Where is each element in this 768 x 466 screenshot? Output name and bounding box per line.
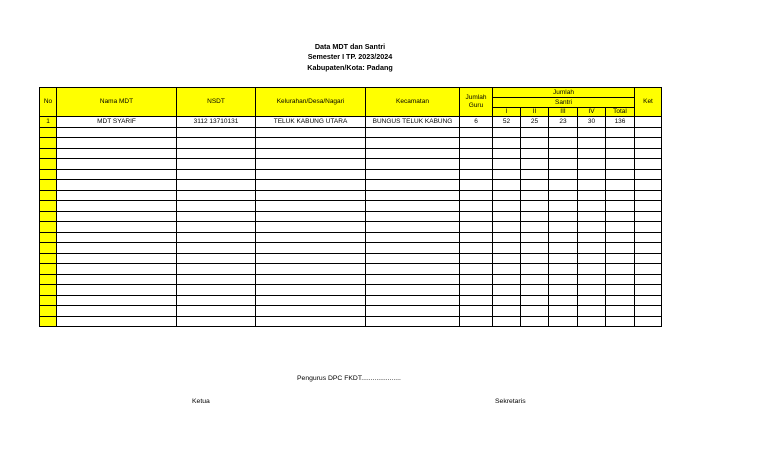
header-iv: IV <box>578 108 606 117</box>
empty-cell <box>460 232 493 243</box>
empty-cell <box>57 232 177 243</box>
empty-cell <box>521 169 549 180</box>
empty-cell <box>521 316 549 327</box>
empty-cell <box>256 211 366 222</box>
empty-cell <box>493 243 521 254</box>
empty-table-row <box>40 306 662 317</box>
header-i: I <box>493 108 521 117</box>
empty-cell <box>57 190 177 201</box>
empty-cell <box>177 211 256 222</box>
empty-cell <box>578 285 606 296</box>
empty-cell <box>57 127 177 138</box>
empty-cell <box>635 127 662 138</box>
empty-cell <box>493 274 521 285</box>
empty-cell <box>40 285 57 296</box>
empty-cell <box>366 253 460 264</box>
empty-cell <box>366 222 460 233</box>
empty-table-row <box>40 159 662 170</box>
empty-table-row <box>40 180 662 191</box>
empty-cell <box>549 190 578 201</box>
empty-cell <box>578 316 606 327</box>
empty-table-row <box>40 169 662 180</box>
header-no: No <box>40 88 57 117</box>
empty-cell <box>256 253 366 264</box>
header-nama-mdt: Nama MDT <box>57 88 177 117</box>
empty-cell <box>549 180 578 191</box>
cell-kelurahan: TELUK KABUNG UTARA <box>256 117 366 128</box>
empty-cell <box>57 295 177 306</box>
empty-cell <box>493 180 521 191</box>
empty-cell <box>521 295 549 306</box>
empty-cell <box>177 127 256 138</box>
empty-cell <box>606 285 635 296</box>
empty-cell <box>40 295 57 306</box>
empty-cell <box>460 180 493 191</box>
empty-cell <box>256 159 366 170</box>
empty-cell <box>366 211 460 222</box>
empty-cell <box>635 222 662 233</box>
empty-cell <box>256 190 366 201</box>
header-total: Total <box>606 108 635 117</box>
empty-cell <box>57 306 177 317</box>
empty-cell <box>256 243 366 254</box>
empty-table-row <box>40 190 662 201</box>
empty-cell <box>366 159 460 170</box>
empty-cell <box>366 243 460 254</box>
cell-iv: 30 <box>578 117 606 128</box>
cell-nama: MDT SYARIF <box>57 117 177 128</box>
empty-table-row <box>40 201 662 212</box>
empty-cell <box>493 222 521 233</box>
empty-cell <box>460 127 493 138</box>
empty-cell <box>366 127 460 138</box>
empty-cell <box>606 306 635 317</box>
empty-cell <box>549 306 578 317</box>
empty-cell <box>635 169 662 180</box>
empty-cell <box>460 243 493 254</box>
table-row <box>40 117 662 128</box>
empty-cell <box>177 159 256 170</box>
empty-cell <box>57 222 177 233</box>
empty-cell <box>40 159 57 170</box>
empty-cell <box>549 316 578 327</box>
empty-cell <box>521 211 549 222</box>
empty-cell <box>460 274 493 285</box>
empty-cell <box>460 169 493 180</box>
empty-cell <box>578 190 606 201</box>
empty-cell <box>366 148 460 159</box>
empty-cell <box>549 201 578 212</box>
empty-cell <box>256 306 366 317</box>
header-ii: II <box>521 108 549 117</box>
empty-cell <box>578 159 606 170</box>
empty-cell <box>177 316 256 327</box>
empty-cell <box>460 316 493 327</box>
cell-total: 136 <box>606 117 635 128</box>
empty-cell <box>521 274 549 285</box>
empty-cell <box>40 232 57 243</box>
empty-cell <box>57 159 177 170</box>
empty-cell <box>460 222 493 233</box>
empty-cell <box>40 138 57 149</box>
empty-cell <box>493 148 521 159</box>
empty-cell <box>635 201 662 212</box>
empty-cell <box>635 211 662 222</box>
empty-cell <box>606 295 635 306</box>
empty-cell <box>521 243 549 254</box>
empty-cell <box>366 285 460 296</box>
empty-cell <box>606 201 635 212</box>
header-ket: Ket <box>635 88 662 117</box>
empty-cell <box>177 264 256 275</box>
empty-table-row <box>40 253 662 264</box>
empty-cell <box>366 138 460 149</box>
empty-cell <box>177 232 256 243</box>
empty-cell <box>177 169 256 180</box>
empty-cell <box>493 159 521 170</box>
empty-table-row <box>40 243 662 254</box>
empty-cell <box>578 211 606 222</box>
empty-cell <box>256 232 366 243</box>
empty-cell <box>177 222 256 233</box>
empty-cell <box>493 285 521 296</box>
empty-cell <box>366 201 460 212</box>
empty-cell <box>606 274 635 285</box>
empty-cell <box>521 127 549 138</box>
empty-cell <box>635 180 662 191</box>
empty-cell <box>606 211 635 222</box>
empty-cell <box>521 264 549 275</box>
ketua-label: Ketua <box>192 398 210 405</box>
empty-cell <box>57 211 177 222</box>
empty-table-row <box>40 148 662 159</box>
empty-cell <box>366 274 460 285</box>
empty-cell <box>460 190 493 201</box>
document-title: Data MDT dan Santri <box>314 42 386 51</box>
empty-cell <box>460 264 493 275</box>
empty-cell <box>493 138 521 149</box>
empty-cell <box>549 169 578 180</box>
pengurus-line: Pengurus DPC FKDT..................... <box>297 375 401 382</box>
empty-cell <box>177 306 256 317</box>
mdt-santri-table <box>39 87 662 327</box>
empty-cell <box>366 306 460 317</box>
header-nsdt: NSDT <box>177 88 256 117</box>
empty-cell <box>578 253 606 264</box>
empty-table-row <box>40 295 662 306</box>
empty-cell <box>177 295 256 306</box>
empty-cell <box>635 190 662 201</box>
empty-cell <box>256 285 366 296</box>
empty-cell <box>256 316 366 327</box>
empty-cell <box>460 201 493 212</box>
empty-cell <box>256 148 366 159</box>
empty-cell <box>460 148 493 159</box>
empty-cell <box>606 127 635 138</box>
cell-i: 52 <box>493 117 521 128</box>
empty-cell <box>57 180 177 191</box>
empty-cell <box>635 295 662 306</box>
empty-cell <box>549 159 578 170</box>
empty-cell <box>578 264 606 275</box>
header-kecamatan: Kecamatan <box>366 88 460 117</box>
empty-cell <box>40 180 57 191</box>
empty-cell <box>521 253 549 264</box>
header-iii: III <box>549 108 578 117</box>
cell-iii: 23 <box>549 117 578 128</box>
empty-cell <box>493 306 521 317</box>
empty-cell <box>366 264 460 275</box>
empty-cell <box>521 201 549 212</box>
empty-cell <box>606 148 635 159</box>
empty-cell <box>57 243 177 254</box>
empty-cell <box>256 264 366 275</box>
empty-cell <box>635 243 662 254</box>
empty-cell <box>549 138 578 149</box>
empty-cell <box>578 222 606 233</box>
empty-cell <box>578 138 606 149</box>
empty-cell <box>493 295 521 306</box>
empty-cell <box>549 285 578 296</box>
empty-cell <box>606 264 635 275</box>
empty-cell <box>521 232 549 243</box>
empty-cell <box>549 148 578 159</box>
empty-cell <box>366 316 460 327</box>
empty-cell <box>635 274 662 285</box>
empty-cell <box>177 180 256 191</box>
empty-cell <box>549 127 578 138</box>
empty-cell <box>256 274 366 285</box>
empty-cell <box>521 222 549 233</box>
empty-cell <box>635 285 662 296</box>
empty-cell <box>635 159 662 170</box>
empty-cell <box>256 222 366 233</box>
empty-cell <box>549 253 578 264</box>
empty-cell <box>521 148 549 159</box>
empty-cell <box>549 211 578 222</box>
empty-cell <box>578 274 606 285</box>
empty-cell <box>57 264 177 275</box>
empty-cell <box>549 264 578 275</box>
empty-cell <box>40 211 57 222</box>
cell-guru: 6 <box>460 117 493 128</box>
empty-cell <box>40 127 57 138</box>
empty-cell <box>635 316 662 327</box>
empty-cell <box>460 285 493 296</box>
empty-cell <box>460 159 493 170</box>
header-jumlah-guru: Jumlah Guru <box>460 88 493 117</box>
empty-cell <box>606 169 635 180</box>
empty-cell <box>635 148 662 159</box>
empty-table-row <box>40 222 662 233</box>
empty-cell <box>57 274 177 285</box>
empty-cell <box>606 232 635 243</box>
empty-cell <box>40 264 57 275</box>
empty-cell <box>366 180 460 191</box>
empty-cell <box>521 138 549 149</box>
empty-cell <box>460 306 493 317</box>
empty-cell <box>177 148 256 159</box>
empty-cell <box>40 306 57 317</box>
empty-cell <box>578 148 606 159</box>
cell-ket <box>635 117 662 128</box>
empty-cell <box>40 190 57 201</box>
empty-cell <box>256 295 366 306</box>
empty-cell <box>606 316 635 327</box>
header-santri: Santri <box>493 98 635 108</box>
empty-cell <box>578 127 606 138</box>
cell-nsdt: 3112 13710131 <box>177 117 256 128</box>
empty-cell <box>366 190 460 201</box>
empty-cell <box>493 232 521 243</box>
empty-cell <box>40 201 57 212</box>
empty-cell <box>549 222 578 233</box>
cell-no: 1 <box>40 117 57 128</box>
empty-cell <box>578 232 606 243</box>
empty-cell <box>256 138 366 149</box>
empty-cell <box>606 253 635 264</box>
empty-cell <box>578 243 606 254</box>
empty-cell <box>460 253 493 264</box>
empty-cell <box>578 180 606 191</box>
empty-cell <box>606 159 635 170</box>
empty-cell <box>606 138 635 149</box>
empty-cell <box>460 295 493 306</box>
empty-cell <box>177 243 256 254</box>
empty-cell <box>40 316 57 327</box>
sekretaris-label: Sekretaris <box>495 398 526 405</box>
header-kelurahan: Kelurahan/Desa/Nagari <box>256 88 366 117</box>
empty-cell <box>493 169 521 180</box>
empty-cell <box>57 169 177 180</box>
empty-cell <box>521 159 549 170</box>
empty-cell <box>40 148 57 159</box>
empty-cell <box>549 232 578 243</box>
empty-cell <box>635 253 662 264</box>
empty-cell <box>635 232 662 243</box>
empty-cell <box>366 295 460 306</box>
empty-cell <box>177 201 256 212</box>
empty-cell <box>493 264 521 275</box>
empty-cell <box>606 180 635 191</box>
empty-cell <box>57 201 177 212</box>
empty-cell <box>177 274 256 285</box>
empty-cell <box>549 295 578 306</box>
empty-cell <box>40 243 57 254</box>
empty-cell <box>521 190 549 201</box>
empty-cell <box>493 316 521 327</box>
empty-cell <box>460 138 493 149</box>
kabupaten-line: Kabupaten/Kota: Padang <box>307 63 393 72</box>
empty-cell <box>578 306 606 317</box>
empty-table-row <box>40 316 662 327</box>
empty-cell <box>493 201 521 212</box>
empty-cell <box>493 211 521 222</box>
header-jumlah: Jumlah <box>493 88 635 98</box>
empty-cell <box>521 180 549 191</box>
empty-table-row <box>40 127 662 138</box>
empty-cell <box>578 295 606 306</box>
empty-cell <box>549 274 578 285</box>
empty-cell <box>57 316 177 327</box>
empty-cell <box>549 243 578 254</box>
empty-table-row <box>40 232 662 243</box>
semester-line: Semester I TP. 2023/2024 <box>307 52 393 61</box>
empty-cell <box>177 285 256 296</box>
empty-cell <box>606 190 635 201</box>
empty-cell <box>635 264 662 275</box>
empty-cell <box>366 169 460 180</box>
empty-cell <box>366 232 460 243</box>
empty-cell <box>635 138 662 149</box>
empty-cell <box>256 201 366 212</box>
cell-kecamatan: BUNGUS TELUK KABUNG <box>366 117 460 128</box>
empty-cell <box>493 253 521 264</box>
empty-cell <box>177 138 256 149</box>
empty-cell <box>493 127 521 138</box>
empty-cell <box>256 127 366 138</box>
empty-cell <box>177 253 256 264</box>
empty-cell <box>606 243 635 254</box>
empty-table-row <box>40 138 662 149</box>
empty-cell <box>521 306 549 317</box>
empty-cell <box>256 169 366 180</box>
empty-cell <box>635 306 662 317</box>
empty-cell <box>493 190 521 201</box>
empty-cell <box>578 169 606 180</box>
empty-table-row <box>40 264 662 275</box>
empty-table-row <box>40 274 662 285</box>
empty-cell <box>177 190 256 201</box>
empty-cell <box>40 274 57 285</box>
empty-cell <box>57 138 177 149</box>
empty-cell <box>578 201 606 212</box>
empty-cell <box>460 211 493 222</box>
empty-table-row <box>40 285 662 296</box>
empty-cell <box>256 180 366 191</box>
empty-cell <box>40 169 57 180</box>
empty-cell <box>606 222 635 233</box>
empty-cell <box>521 285 549 296</box>
empty-cell <box>40 253 57 264</box>
empty-cell <box>57 285 177 296</box>
cell-ii: 25 <box>521 117 549 128</box>
empty-cell <box>40 222 57 233</box>
empty-cell <box>57 148 177 159</box>
empty-table-row <box>40 211 662 222</box>
empty-cell <box>57 253 177 264</box>
